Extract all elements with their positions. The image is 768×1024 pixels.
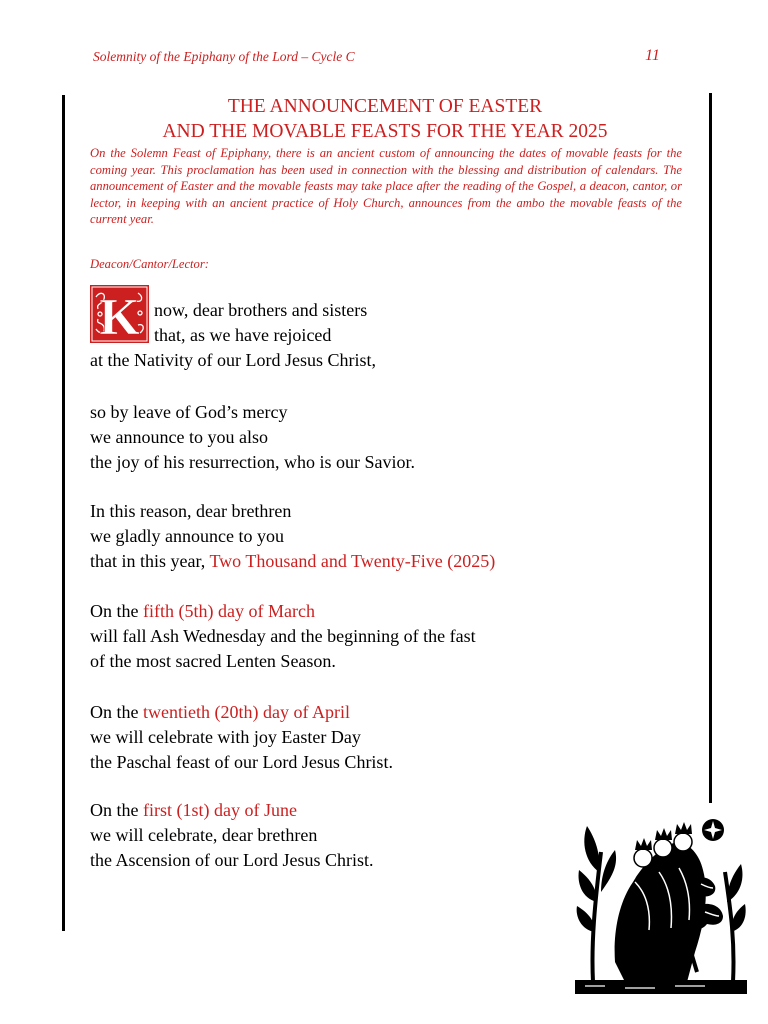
stanza-4-line-3: of the most sacred Lenten Season. (90, 651, 336, 671)
document-title (90, 94, 680, 144)
ascension-date: first (1st) day of June (143, 800, 297, 820)
magi-woodcut-illustration (575, 812, 747, 994)
initial-letter: K (99, 289, 140, 343)
stanza-1-line-2: that, as we have rejoiced (154, 325, 332, 345)
stanza-1-line-1: now, dear brothers and sisters (154, 300, 368, 320)
stanza-3-line-1: In this reason, dear brethren (90, 501, 292, 521)
intro-rubric: On the Solemn Feast of Epiphany, there is an ancient custom of announcing the dates of movable feasts for the coming year. This proclamation has been used in connection with the blessing and distribution of calendars. The announcement of Easter and the movable feasts may take place after the reading of the Gospel, a deacon, cantor, or lector, in keeping with an ancient practice of Holy Church, announces from the ambo the movable feasts of the current year. (90, 146, 682, 227)
speaker-rubric: Deacon/Cantor/Lector: (90, 257, 209, 271)
title-line-2: AND THE MOVABLE FEASTS FOR THE YEAR 2025 (162, 121, 608, 142)
stanza-4-line-1 (90, 599, 315, 624)
running-header-title: Solemnity of the Epiphany of the Lord – Cycle C (93, 49, 355, 64)
title-line-1: THE ANNOUNCEMENT OF EASTER (227, 96, 543, 117)
stanza-2-line-3: the joy of his resurrection, who is our Savior. (90, 452, 415, 472)
stanza-6-line-2: we will celebrate, dear brethren (90, 825, 318, 845)
ash-wednesday-date: fifth (5th) day of March (143, 601, 315, 621)
stanza-6-prefix: On the (90, 800, 143, 820)
stanza-4-line-2: will fall Ash Wednesday and the beginning of the fast (90, 626, 476, 646)
page-number: 11 (645, 47, 660, 64)
stanza-6-line-3: the Ascension of our Lord Jesus Christ. (90, 850, 374, 870)
decorated-initial-k (90, 285, 149, 343)
stanza-3-line-2: we gladly announce to you (90, 526, 284, 546)
stanza-5-line-2: we will celebrate with joy Easter Day (90, 727, 361, 747)
stanza-1-line-3: at the Nativity of our Lord Jesus Christ, (90, 350, 376, 370)
stanza-5-line-1 (90, 700, 350, 725)
stanza-5-prefix: On the (90, 702, 143, 722)
stanza-4-prefix: On the (90, 601, 143, 621)
stanza-5-line-3: the Paschal feast of our Lord Jesus Christ. (90, 752, 393, 772)
stanza-2-line-1: so by leave of God’s mercy (90, 402, 288, 422)
right-margin-rule (709, 93, 712, 803)
left-margin-rule (62, 95, 65, 931)
stanza-3-line-3-prefix: that in this year, (90, 551, 210, 571)
year-highlight: Two Thousand and Twenty-Five (2025) (209, 551, 496, 571)
easter-date: twentieth (20th) day of April (143, 702, 350, 722)
stanza-3-line-3 (90, 549, 495, 574)
stanza-6-line-1 (90, 798, 297, 823)
stanza-2-line-2: we announce to you also (90, 427, 268, 447)
star-icon (702, 819, 724, 841)
